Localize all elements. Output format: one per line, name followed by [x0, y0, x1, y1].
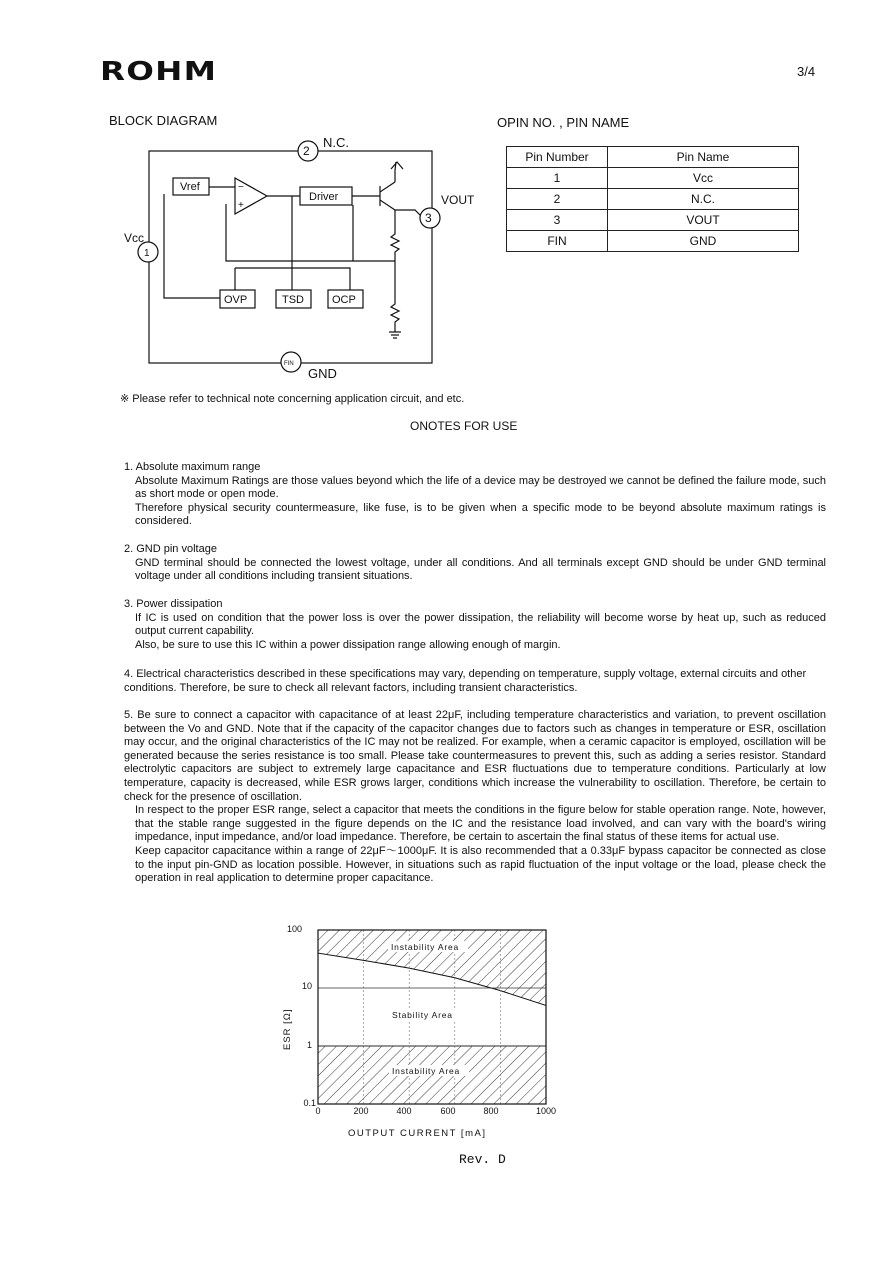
note-item-3: [124, 598, 826, 652]
pin-name-cell: GND: [608, 231, 799, 252]
stability-label: Stability Area: [392, 1010, 453, 1020]
rohm-logo: ROHM: [100, 57, 218, 87]
x-tick-label: 600: [440, 1106, 456, 1116]
revision-label: Rev. D: [459, 1152, 506, 1167]
table-row: [507, 168, 799, 189]
pin-name-cell: Vcc: [608, 168, 799, 189]
table-row: [507, 231, 799, 252]
pin-number-cell: FIN: [507, 231, 608, 252]
item-paragraph: Absolute Maximum Ratings are those values beyond which the life of a device may be destroyed we cannot be defined the failure mode, such as short mode or open mode.: [135, 474, 826, 501]
pin-number-cell: 1: [507, 168, 608, 189]
item-paragraph: If IC is used on condition that the power loss is over the power dissipation, the reliability will become worse by heat up, such as reduced output current capability.: [135, 611, 826, 638]
y-tick-label: 10: [301, 981, 312, 991]
item-heading: 3. Power dissipation: [124, 598, 223, 610]
table-row: [507, 210, 799, 231]
item-heading: 5. Be sure to connect a capacitor with capacitance of at least 22μF, including temperature characteristics and variation, to prevent oscillation between the Vo and GND. Note that if the capacity of the capacitor changes due to factors such as changes in temperature or ESR, oscillation may occur, and the original characteristics of the IC may not be realized. For example, when a ceramic capacitor is employed, oscillation will be generated because the series resistance is too small. Please take countermeasures to prevent this, such as adding a series resistor. Standard electrolytic capacitors are subject to extremely large capacitance and ESR fluctuations due to temperature conditions. Particularly at low temperature, capacity is decreased, while ESR grows larger, conditions which increase the vulnerability to oscillation. Therefore, be certain to check for the presence of oscillation.: [124, 709, 826, 803]
reference-note: ※ Please refer to technical note concerning application circuit, and etc.: [120, 393, 465, 405]
amp-plus: +: [238, 200, 244, 211]
x-tick-label: 400: [396, 1106, 412, 1116]
table-row: [507, 189, 799, 210]
note-item-5: [124, 709, 826, 886]
pin-table: [506, 146, 799, 252]
y-axis-label: ESR [Ω]: [282, 1008, 293, 1050]
amp-minus: −: [238, 182, 244, 193]
pin1-label: 1: [144, 248, 150, 259]
x-tick-label: 200: [353, 1106, 369, 1116]
item-heading: 2. GND pin voltage: [124, 543, 217, 555]
item-heading: 1. Absolute maximum range: [124, 461, 261, 473]
pin-section-title: OPIN NO. , PIN NAME: [497, 115, 630, 130]
note-item-4: [124, 668, 826, 695]
x-tick-label: 1000: [535, 1106, 557, 1116]
item-paragraph: Therefore physical security countermeasure, like fuse, is to be given when a specific mode to be beyond absolute maximum ratings is considered.: [135, 501, 826, 528]
vcc-label: Vcc: [124, 231, 145, 245]
tsd-label: TSD: [282, 294, 304, 306]
note-item-2: [124, 543, 826, 584]
y-tick-label: 100: [286, 924, 302, 934]
pin3-label: 3: [425, 211, 432, 225]
vout-label: VOUT: [441, 193, 475, 207]
pin-name-cell: N.C.: [608, 189, 799, 210]
item-heading: 4. Electrical characteristics described in these specifications may vary, depending on temperature, supply voltage, external circuits and other conditions. Therefore, be sure to check all relevant factors, including transient characteristics.: [124, 668, 807, 694]
gnd-label: GND: [308, 366, 337, 381]
note-item-1: [124, 461, 826, 529]
x-tick-label: 0: [315, 1106, 321, 1116]
block-diagram: [110, 132, 480, 387]
page-number: 3/4: [797, 64, 816, 79]
item-paragraph: Keep capacitor capacitance within a range of 22μF～1000μF. It is also recommended that a 0.33μF bypass capacitor be connected as close to the input pin-GND as location possible. However, in situations such as rapid fluctuation of the input voltage or the load, please check the operation in real application to determine proper capacitance.: [135, 844, 826, 885]
x-axis-label: OUTPUT CURRENT [mA]: [348, 1128, 487, 1139]
item-paragraph: GND terminal should be connected the lowest voltage, under all conditions. And all terminals except GND should be under GND terminal voltage under all conditions including transient situations.: [135, 556, 826, 583]
pin-number-cell: 3: [507, 210, 608, 231]
x-tick-label: 800: [483, 1106, 499, 1116]
item-paragraph: Also, be sure to use this IC within a power dissipation range allowing enough of margin.: [135, 638, 561, 651]
lower-instability-label: Instability Area: [392, 1066, 461, 1076]
pin-number-cell: 2: [507, 189, 608, 210]
pin-name-cell: VOUT: [608, 210, 799, 231]
notes-title: ONOTES FOR USE: [410, 419, 518, 433]
block-diagram-title: BLOCK DIAGRAM: [109, 113, 218, 128]
ovp-label: OVP: [224, 294, 248, 306]
upper-instability-label: Instability Area: [391, 942, 460, 952]
pin2-label: 2: [303, 144, 310, 158]
y-tick-label: 1: [306, 1040, 312, 1050]
driver-label: Driver: [309, 191, 339, 203]
item-paragraph: In respect to the proper ESR range, select a capacitor that meets the conditions in the figure below for stable operation range. Note, however, that the stable range suggested in the figure depends on the IC and the resistance load involved, and can vary with the board's wiring impedance, input impedance, and/or load impedance. Therefore, be certain to ascertain the final status of these items for actual use.: [135, 804, 826, 844]
ocp-label: OCP: [332, 294, 356, 306]
col-header-pin-name: Pin Name: [608, 147, 799, 168]
esr-chart: [270, 920, 570, 1145]
y-tick-label: 0.1: [303, 1098, 316, 1108]
fin-label: FIN: [284, 361, 294, 367]
col-header-pin-number: Pin Number: [507, 147, 608, 168]
vref-label: Vref: [180, 181, 200, 193]
nc-label: N.C.: [323, 135, 349, 150]
table-header-row: [507, 147, 799, 168]
